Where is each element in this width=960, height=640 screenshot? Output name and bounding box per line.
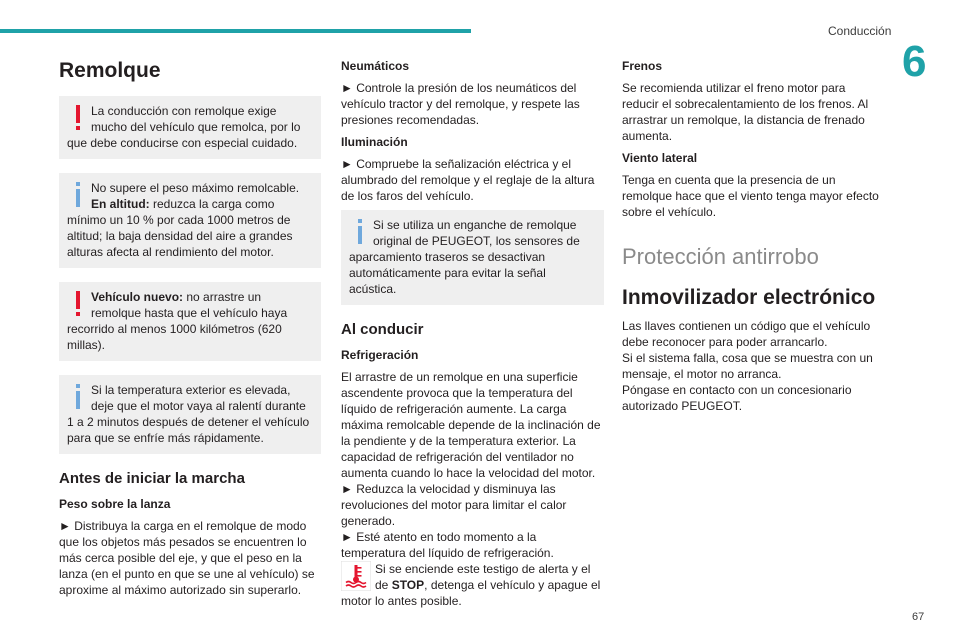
info-text: reduzca la carga como mínimo un 10 % por cada 1000 metros de altitud; la baja densidad del aire a grandes alturas afecta al rendimiento del motor. — [67, 197, 293, 259]
warning-icon — [67, 103, 89, 131]
info-box — [59, 173, 321, 268]
paragraph-inmov-2: Si el sistema falla, cosa que se muestra con un mensaje, el motor no arranca. — [622, 351, 873, 381]
section-title: Conducción — [828, 24, 892, 38]
heading-refrigeracion: Refrigeración — [341, 348, 419, 362]
info-bold-label: En altitud: — [91, 197, 150, 211]
warning-box — [59, 96, 321, 159]
info-text-line: No supere el peso máximo remolcable. — [91, 181, 300, 195]
info-text: Si se utiliza un enganche de remolque original de PEUGEOT, los sensores de aparcamiento traseros se desactivan automáticamente para evitar la señal acústica. — [349, 218, 580, 296]
warning-text: La conducción con remolque exige mucho del vehículo que remolca, por lo que debe conducirse con especial cuidado. — [67, 104, 301, 150]
info-text: Si la temperatura exterior es elevada, deje que el motor vaya al ralentí durante 1 a 2 minutos después de detener el vehículo para que se enfríe más rápidamente. — [67, 383, 310, 445]
page-number: 67 — [912, 611, 925, 623]
heading-inmovilizador: Inmovilizador electrónico — [622, 286, 876, 309]
warning-icon — [67, 289, 89, 317]
chapter-number: 6 — [902, 37, 927, 86]
heading-viento: Viento lateral — [622, 151, 698, 165]
warning-text: no arrastre un remolque hasta que el vehículo haya recorrido al menos 1000 kilómetros (620 millas). — [67, 290, 288, 352]
heading-antes: Antes de iniciar la marcha — [59, 470, 245, 487]
heading-neumaticos: Neumáticos — [341, 59, 410, 73]
paragraph-viento: Tenga en cuenta que la presencia de un remolque hace que el viento tenga mayor efecto sobre el vehículo. — [622, 173, 879, 219]
stop-label: STOP — [391, 578, 425, 592]
bullet-reduzca: ► Reduzca la velocidad y disminuya las revoluciones del motor para limitar el calor generado. — [341, 482, 567, 528]
coolant-warning-paragraph — [341, 561, 604, 609]
heading-proteccion: Protección antirrobo — [622, 244, 819, 269]
paragraph-inmov-1: Las llaves contienen un código que el vehículo debe reconocer para poder arrancarlo. — [622, 319, 871, 349]
warning-box — [59, 282, 321, 361]
heading-peso: Peso sobre la lanza — [59, 497, 171, 511]
bullet-atento: ► Esté atento en todo momento a la temperatura del líquido de refrigeración. — [341, 530, 554, 560]
column-right — [622, 56, 884, 414]
info-box — [341, 210, 604, 305]
header-accent-bar — [0, 29, 471, 33]
info-icon — [67, 382, 89, 410]
warning-bold-label: Vehículo nuevo: — [91, 290, 184, 304]
paragraph-iluminacion: ► Compruebe la señalización eléctrica y el alumbrado del remolque y el reglaje de la altura de los faros del vehículo. — [341, 157, 595, 203]
info-icon — [349, 217, 371, 245]
info-box — [59, 375, 321, 454]
column-middle — [341, 56, 604, 609]
heading-iluminacion: Iluminación — [341, 135, 408, 149]
paragraph-neumaticos: ► Controle la presión de los neumáticos del vehículo tractor y del remolque, y respete las presiones recomendadas. — [341, 81, 580, 127]
heading-frenos: Frenos — [622, 59, 663, 73]
paragraph-peso: ► Distribuya la carga en el remolque de modo que los objetos más pesados se encuentren lo más cerca posible del eje, y que el peso en la lanza (en el punto en que se une al vehículo) se aproxime al máximo autorizado sin superarlo. — [59, 519, 315, 597]
coolant-text-pre: Si se enciende este testigo de alerta y el de — [375, 562, 591, 592]
column-left — [59, 56, 321, 604]
paragraph-refrigeracion: El arrastre de un remolque en una superficie ascendente provoca que la temperatura del líquido de refrigeración aumente. La carga máxima remolcable depende de la inclinación de la pendiente y de la temperatura exterior. La capacidad de refrigeración del ventilador no aumenta cuando lo hace la velocidad del motor. — [341, 370, 601, 480]
heading-al-conducir: Al conducir — [341, 321, 424, 338]
coolant-text-post: , detenga el vehículo y apague el motor lo antes posible. — [341, 578, 601, 608]
info-icon — [67, 180, 89, 208]
coolant-temperature-icon — [341, 561, 371, 591]
heading-remolque: Remolque — [59, 59, 161, 82]
paragraph-inmov-3: Póngase en contacto con un concesionario autorizado PEUGEOT. — [622, 383, 852, 413]
paragraph-frenos: Se recomienda utilizar el freno motor para reducir el sobrecalentamiento de los frenos. Al arrastrar un remolque, la distancia de frenado aumenta. — [622, 81, 869, 143]
